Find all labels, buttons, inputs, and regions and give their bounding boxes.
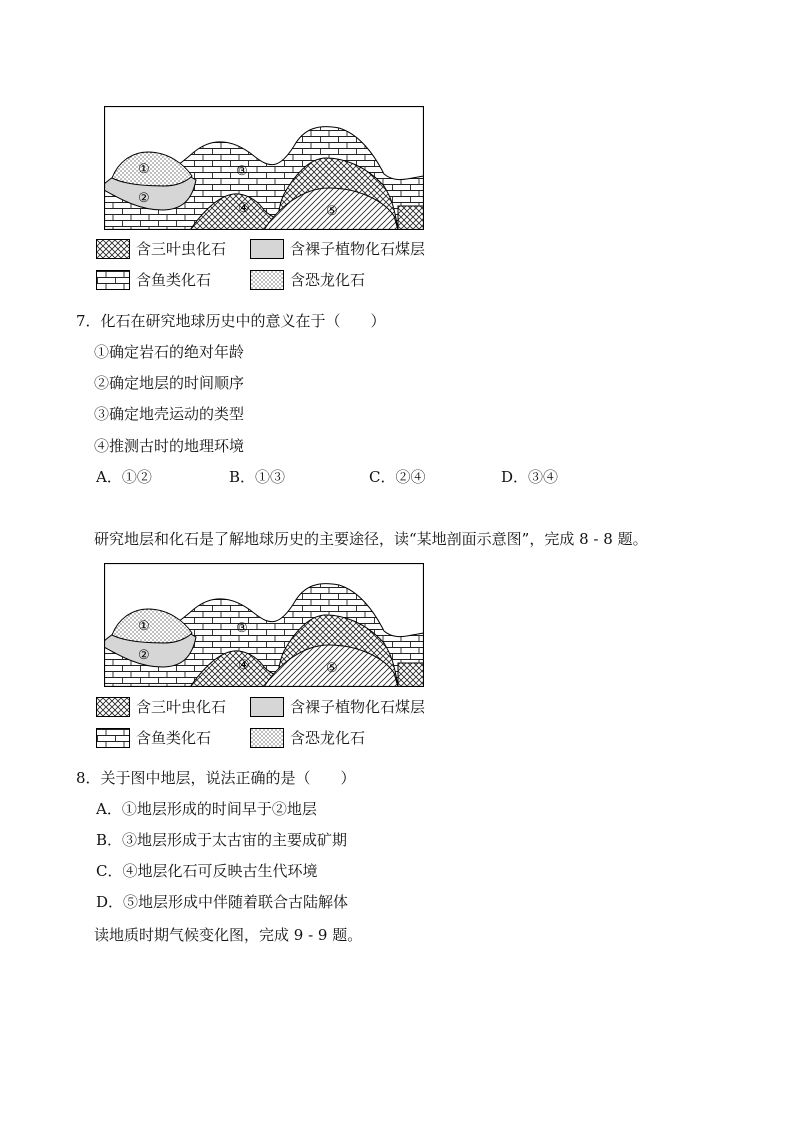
layer-label-5: ⑤ bbox=[326, 661, 338, 676]
q7-option-d: D．③④ bbox=[501, 468, 559, 486]
legend-gymnosperm bbox=[250, 697, 440, 717]
legend-label: 含三叶虫化石 bbox=[136, 240, 227, 258]
legend-label: 含裸子植物化石煤层 bbox=[290, 240, 426, 258]
q7-option-c: C．②④ bbox=[369, 468, 426, 486]
layer-label-4: ④ bbox=[238, 658, 250, 673]
q7-statement-2: ②确定地层的时间顺序 bbox=[94, 374, 245, 392]
legend-fish bbox=[96, 728, 246, 748]
dinosaur-swatch bbox=[250, 270, 284, 290]
legend-dinosaur bbox=[250, 270, 400, 290]
q7-option-b: B．①③ bbox=[229, 468, 286, 486]
legend-dinosaur bbox=[250, 728, 400, 748]
layer-label-2: ② bbox=[138, 191, 150, 206]
right-edge-layer bbox=[398, 663, 424, 687]
legend-label: 含三叶虫化石 bbox=[136, 698, 227, 716]
fish-swatch bbox=[96, 728, 130, 748]
q8-option-a: A．①地层形成的时间早于②地层 bbox=[96, 800, 317, 818]
dinosaur-swatch bbox=[250, 728, 284, 748]
gymnosperm-swatch bbox=[250, 697, 284, 717]
legend-label: 含鱼类化石 bbox=[136, 271, 212, 289]
layer-label-1: ① bbox=[138, 619, 150, 634]
intro-paragraph-2: 研究地层和化石是了解地球历史的主要途径，读“某地剖面示意图”，完成 8 - 8 题。 bbox=[94, 530, 648, 548]
q7-statement-3: ③确定地壳运动的类型 bbox=[94, 405, 245, 423]
q8-option-b: B．③地层形成于太古宙的主要成矿期 bbox=[96, 831, 348, 849]
legend-trilobite bbox=[96, 239, 246, 259]
cross-section-diagram-1 bbox=[104, 106, 424, 230]
legend-label: 含鱼类化石 bbox=[136, 729, 212, 747]
trilobite-swatch bbox=[96, 239, 130, 259]
q8-option-d: D．⑤地层形成中伴随着联合古陆解体 bbox=[96, 893, 349, 911]
trilobite-swatch bbox=[96, 697, 130, 717]
right-edge-layer bbox=[398, 206, 424, 230]
layer-label-3: ③ bbox=[236, 164, 248, 179]
cross-section-diagram-2 bbox=[104, 563, 424, 687]
layer-label-4: ④ bbox=[238, 201, 250, 216]
question-7-stem: 7．化石在研究地球历史中的意义在于（ ） bbox=[76, 312, 386, 330]
legend-gymnosperm bbox=[250, 239, 440, 259]
question-8-stem: 8．关于图中地层，说法正确的是（ ） bbox=[76, 769, 356, 787]
layer-label-3: ③ bbox=[236, 621, 248, 636]
q8-option-c: C．④地层化石可反映古生代环境 bbox=[96, 862, 318, 880]
layer-label-1: ① bbox=[138, 162, 150, 177]
gymnosperm-swatch bbox=[250, 239, 284, 259]
legend-label: 含恐龙化石 bbox=[290, 729, 366, 747]
legend-label: 含恐龙化石 bbox=[290, 271, 366, 289]
q7-statement-1: ①确定岩石的绝对年龄 bbox=[94, 343, 245, 361]
fish-swatch bbox=[96, 270, 130, 290]
legend-fish bbox=[96, 270, 246, 290]
legend-label: 含裸子植物化石煤层 bbox=[290, 698, 426, 716]
q7-option-a: A．①② bbox=[96, 468, 152, 486]
layer-label-5: ⑤ bbox=[326, 204, 338, 219]
intro-paragraph-3: 读地质时期气候变化图，完成 9 - 9 题。 bbox=[94, 926, 363, 944]
q7-statement-4: ④推测古时的地理环境 bbox=[94, 437, 245, 455]
legend-trilobite bbox=[96, 697, 246, 717]
layer-label-2: ② bbox=[138, 648, 150, 663]
